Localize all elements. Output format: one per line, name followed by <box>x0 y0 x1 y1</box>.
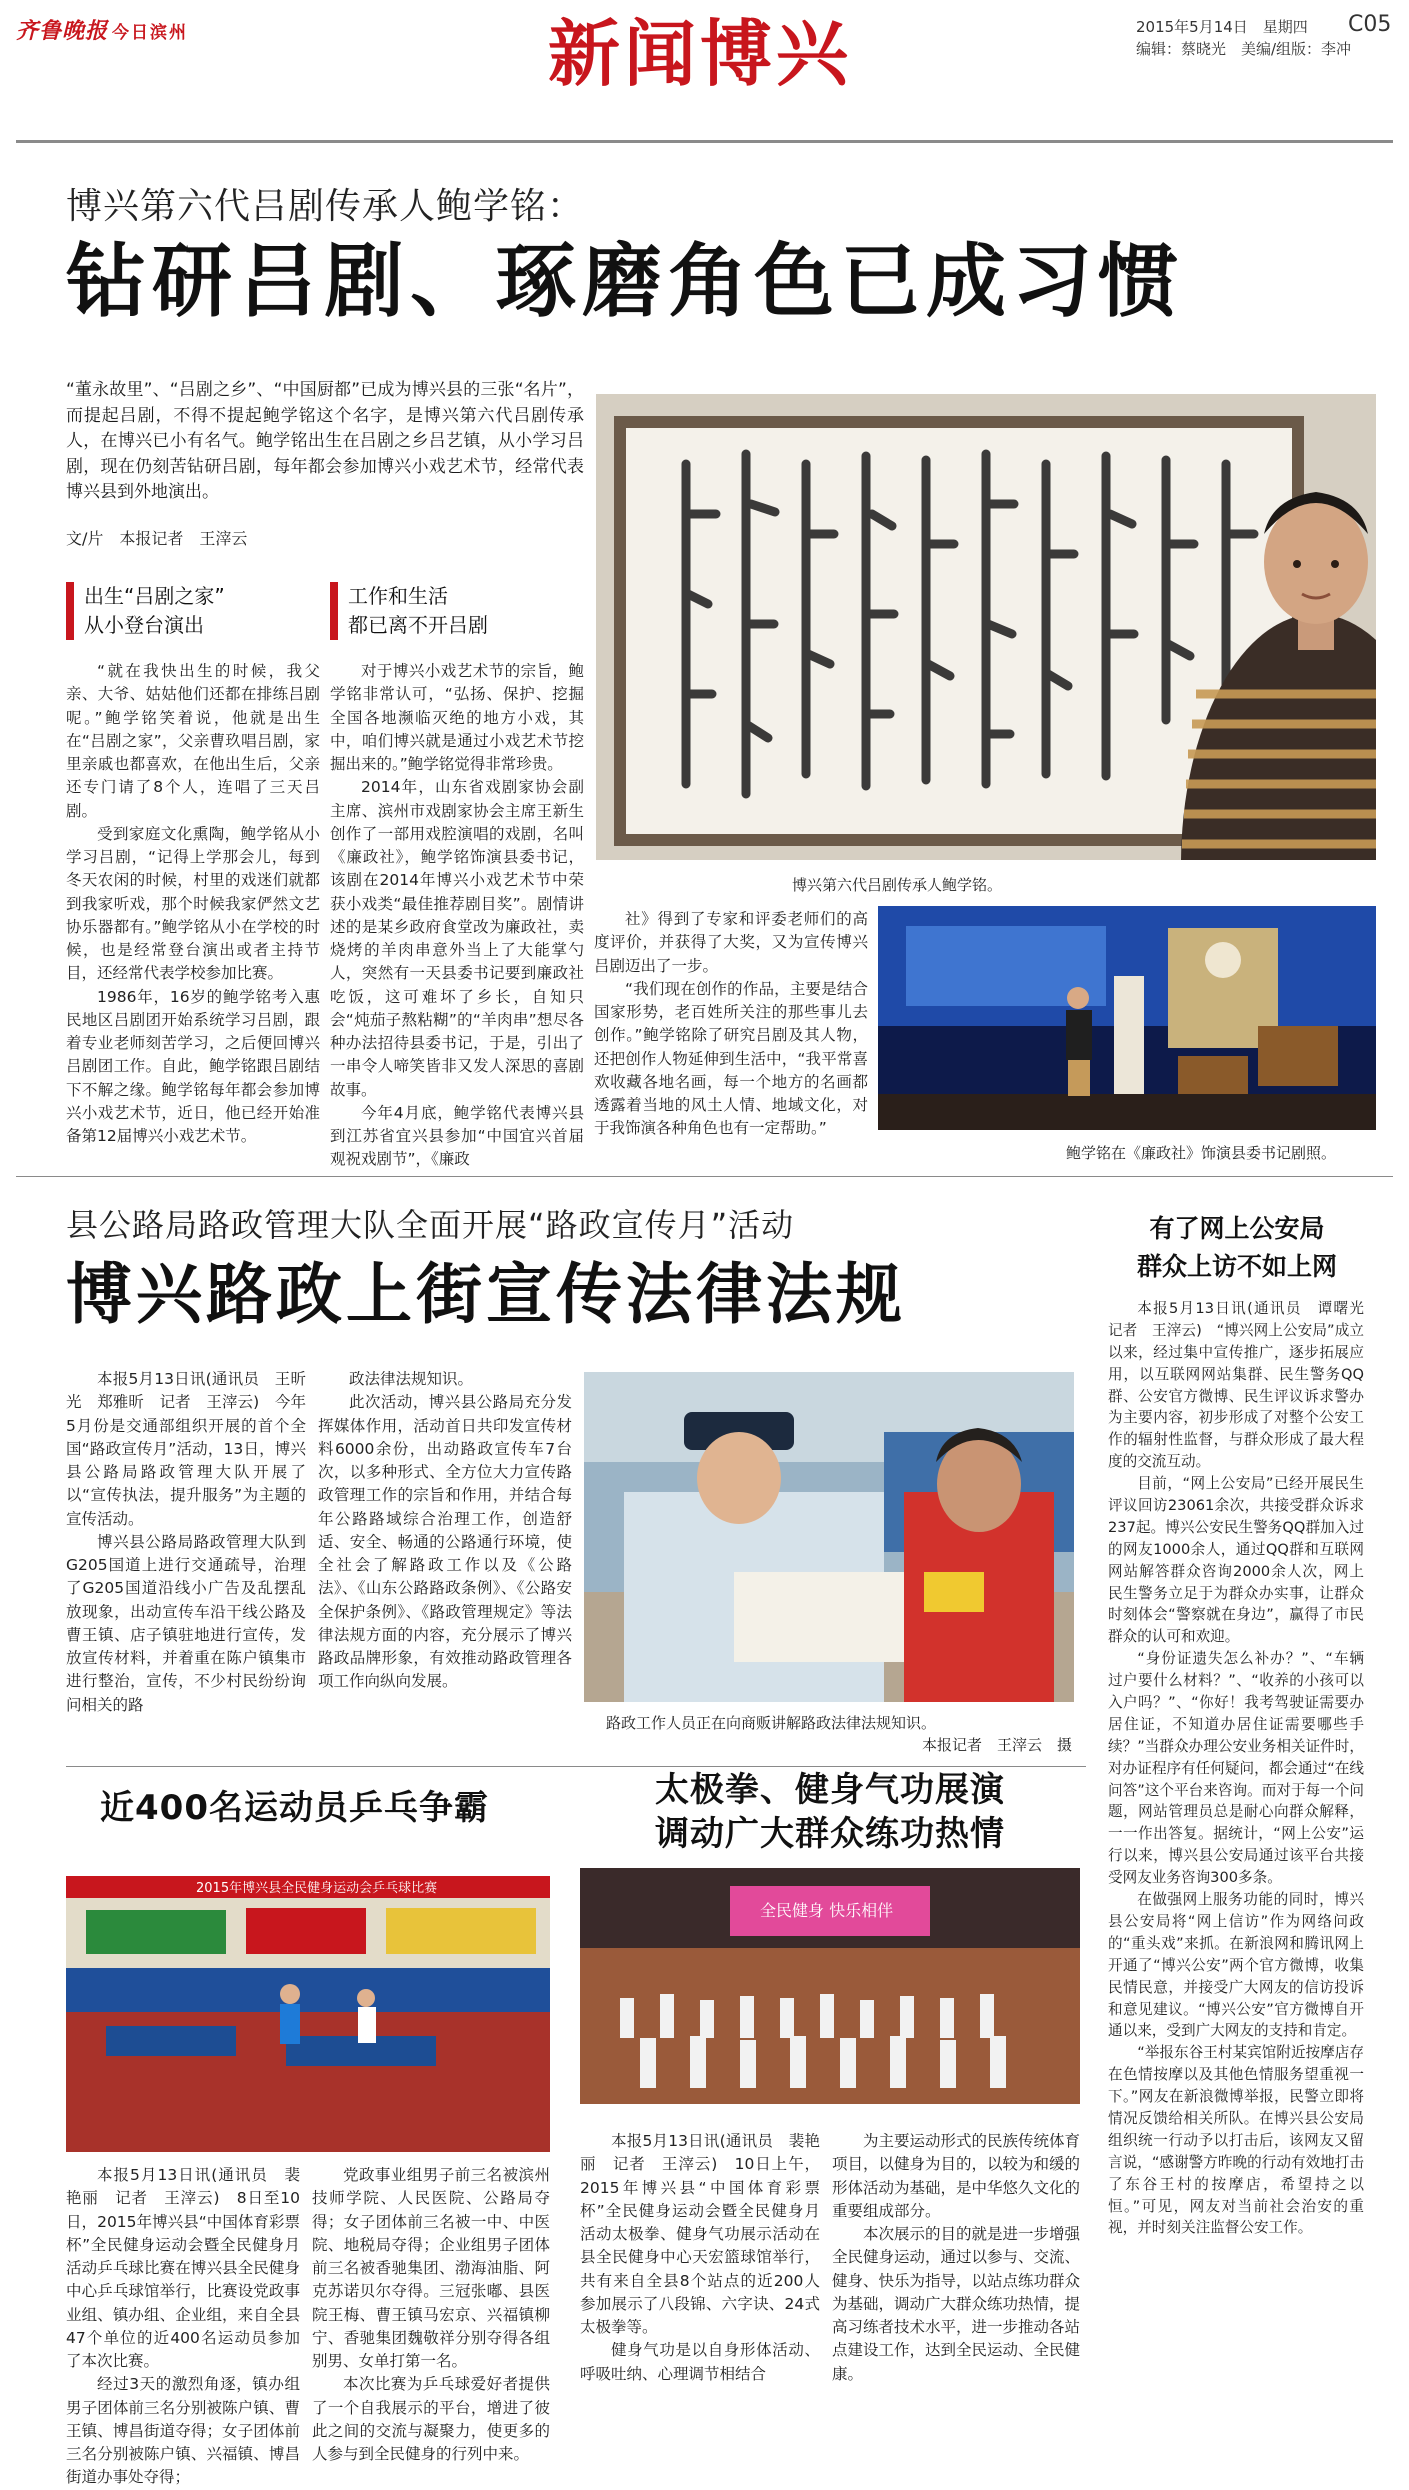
paragraph: 本报5月13日讯(通讯员 王昕光 郑雅昕 记者 王滓云) 今年5月份是交通部组织开展的首个全国“路政宣传月”活动，13日，博兴县公路局路政管理大队开展了以“宣传执法，提升服务”为主题的宣传活动。 <box>66 1370 306 1528</box>
article5-photo <box>580 1868 1080 2104</box>
paragraph: 今年4月底，鲍学铭代表博兴县到江苏省宜兴县参加“中国宜兴首届观祝戏剧节”，《廉政 <box>330 1103 584 1169</box>
article1-subhead-1 <box>66 582 225 640</box>
paragraph: 社》得到了专家和评委老师们的高度评价，并获得了大奖，又为宣传博兴吕剧迈出了一步。 <box>594 910 868 975</box>
article4-column-2 <box>312 2164 550 2466</box>
paragraph: “身份证遗失怎么补办？”、“车辆过户要什么材料？”、“收养的小孩可以入户吗？”、“你好！我考驾驶证需要办居住证，不知道办居住证需要哪些手续？”当群众办理公安业务相关证件时，对办证程序有任何疑问，都会通过“在线问答”这个平台来咨询。而对于每一个问题，网站管理员总是耐心向群众解释，一一作出答复。据统计，“网上公安”运行以来，博兴县公安局通过该平台共接受网友业务咨询300多条。 <box>1108 1650 1364 1887</box>
paragraph: 本报5月13日讯(通讯员 谭曙光 记者 王滓云) “博兴网上公安局”成立以来，经过集中宣传推广，逐步拓展应用，以互联网网站集群、民生警务QQ群、公安官方微博、民生评议诉求警办为主要内容，初步形成了对整个公安工作的辐射性监督，与群众形成了最大程度的交流互动。 <box>1108 1300 1379 1471</box>
paragraph: “我们现在创作的作品，主要是结合国家形势，老百姓所关注的那些事儿去创作。”鲍学铭除了研究吕剧及其人物，还把创作人物延伸到生活中，“我平常喜欢收藏各地名画，每一个地方的名画都透露着当地的风土人情、地域文化，对于我饰演各种角色也有一定帮助。” <box>594 979 868 1138</box>
paper-name-logo: 齐鲁晚报 <box>16 18 109 44</box>
article1-column-2 <box>330 660 584 1172</box>
section-divider <box>16 1176 1393 1177</box>
page-title: 新闻博兴 <box>548 11 853 96</box>
article2-photo-caption: 路政工作人员正在向商贩讲解路政法律法规知识。 <box>606 1714 937 1732</box>
subhead-line: 出生“吕剧之家” <box>84 584 225 608</box>
paragraph: 为主要运动形式的民族传统体育项目，以健身为目的，以较为和缓的形体活动为基础，是中华悠久文化的重要组成部分。 <box>832 2132 1081 2220</box>
article2-column-1 <box>66 1368 306 1717</box>
headline-line: 太极拳、健身气功展演 <box>655 1770 1005 1810</box>
tai-chi-photo-graphic <box>580 1868 1080 2104</box>
subhead-line: 工作和生活 <box>348 584 448 608</box>
article2-photo <box>584 1372 1074 1702</box>
road-admin-photo-graphic <box>584 1372 1074 1702</box>
section-name: 今日滨州 <box>112 23 188 43</box>
headline-line: 有了网上公安局 <box>1149 1214 1325 1243</box>
banner-text: 全民健身 快乐相伴 <box>760 1901 894 1920</box>
headline-line: 群众上访不如上网 <box>1136 1251 1337 1281</box>
paragraph: 目前，“网上公安局”已经开展民生评议回访23061余次，共接受群众诉求237起。博兴公安民生警务QQ群加入过的网友1000余人，通过QQ群和互联网网站解答群众咨询2000余人次，网上民生警务立足于为群众办实事，让群众时刻体会“警察就在身边”，赢得了市民群众的认可和欢迎。 <box>1108 1475 1364 1646</box>
paragraph: 政法律法规知识。 <box>349 1370 474 1388</box>
paragraph: 对于博兴小戏艺术节的宗旨，鲍学铭非常认可，“弘扬、保护、挖掘全国各地濒临灭绝的地方小戏，其中，咱们博兴就是通过小戏艺术节挖掘出来的。”鲍学铭觉得非常珍贵。 <box>330 662 584 773</box>
article1-photo-stage <box>878 906 1376 1130</box>
article5-column-1 <box>580 2130 820 2386</box>
article4-column-1 <box>66 2164 300 2490</box>
paragraph: 党政事业组男子前三名被滨州技师学院、人民医院、公路局夺得；女子团体前三名被一中、中医院、地税局夺得；企业组男子团体前三名被香驰集团、渤海油脂、阿克苏诺贝尔夺得。三冠张嘟、县医院王梅、曹王镇马宏京、兴福镇柳宁、香驰集团魏敬祥分别夺得各组别男、女单打第一名。 <box>312 2166 550 2370</box>
article2-photo-credit: 本报记者 王滓云 摄 <box>921 1736 1072 1754</box>
paragraph: 本次展示的目的就是进一步增强全民健身运动，通过以参与、交流、健身、快乐为指导，以站点练功群众为基础，调动广大群众练功热情，提高习练者技术水平，进一步推动各站点建设工作，达到全民运动、全民健康。 <box>832 2225 1081 2383</box>
masthead-rule <box>16 140 1393 143</box>
article1-photo-portrait <box>596 394 1376 860</box>
paragraph: 经过3天的激烈角逐，镇办组男子团体前三名分别被陈户镇、曹王镇、博昌街道夺得；女子团体前三名分别被陈户镇、兴福镇、博昌街道办事处夺得； <box>66 2375 300 2487</box>
article4-headline: 近400名运动员乒乓争霸 <box>100 1788 489 1828</box>
article1-headline: 钻研吕剧、琢磨角色已成习惯 <box>66 235 1184 328</box>
article5-column-2 <box>832 2130 1080 2386</box>
paragraph: “就在我快出生的时候，我父亲、大爷、姑姑他们还都在排练吕剧呢。”鲍学铭笑着说，他就是出生在“吕剧之家”，父亲曹玖唱吕剧，家里亲戚也都喜欢，在他出生后，父亲还专门请了8个人，连唱了三天吕剧。 <box>66 662 320 820</box>
paragraph: 在做强网上服务功能的同时，博兴县公安局将“网上信访”作为网络问政的“重头戏”来抓。在新浪网和腾讯网上开通了“博兴公安”两个官方微博，收集民情民意，并接受广大网友的信访投诉和意见建议。“博兴公安”官方微博自开通以来，受到广大网友的支持和肯定。 <box>1108 1891 1364 2040</box>
banner-text: 2015年博兴县全民健身运动会乒乓球比赛 <box>196 1881 438 1896</box>
paragraph: 2014年，山东省戏剧家协会副主席、滨州市戏剧家协会主席王新生创作了一部用戏腔演唱的戏剧，名叫《廉政社》，鲍学铭饰演县委书记，该剧在2014年博兴小戏艺术节中荣获小戏类“最佳推荐剧目奖”。剧情讲述的是某乡政府食堂改为廉政社，卖烧烤的羊肉串意外当上了大能掌勺人，突然有一天县委书记要到廉政社吃饭，这可难坏了乡长，自知只会“炖茄子熬粘糊”的“羊肉串”想尽各种办法招待县委书记，于是，引出了一串令人啼笑皆非又发人深思的喜剧故事。 <box>330 778 584 1099</box>
article2-column-2 <box>318 1368 572 1694</box>
portrait-photo-graphic <box>596 394 1376 860</box>
paragraph: 受到家庭文化熏陶，鲍学铭从小学习吕剧，“记得上学那会儿，每到冬天农闲的时候，村里的戏迷们就都到我家听戏，那个时候我家俨然文艺协乐器都有。”鲍学铭从小在学校的时候，也是经常登台演出或者主持节目，还经常代表学校参加比赛。 <box>66 824 320 983</box>
paragraph: 健身气功是以自身形体活动、呼吸吐纳、心理调节相结合 <box>580 2341 820 2383</box>
paragraph: 本报5月13日讯(通讯员 裴艳丽 记者 王滓云) 8日至10日，2015年博兴县“中国体育彩票杯”全民健身运动会暨全民健身月活动乒乓球比赛在博兴县全民健身中心乒乓球馆举行，比赛设党政事业组、镇办组、企业组，来自全县47个单位的近400名运动员参加了本次比赛。 <box>66 2166 300 2370</box>
article1-byline: 文/片 本报记者 王滓云 <box>66 529 248 548</box>
subhead-line: 都已离不开吕剧 <box>348 613 488 637</box>
issue-date: 2015年5月14日 星期四 <box>1136 18 1308 36</box>
headline-line: 调动广大群众练功热情 <box>655 1814 1005 1855</box>
article1-kicker: 博兴第六代吕剧传承人鲍学铭： <box>66 186 585 227</box>
subhead-line: 从小登台演出 <box>84 613 204 637</box>
paragraph: 此次活动，博兴县公路局充分发挥媒体作用，活动首日共印发宣传材料6000余份，出动路政宣传车7台次，以多种形式、全方位大力宣传路政管理工作的宗旨和作用，并结合每年公路路域综合治理工作，创造舒适、安全、畅通的公路通行环境，使全社会了解路政工作以及《公路法》、《山东公路路政条例》、《公路安全保护条例》、《路政管理规定》等法律法规方面的内容，充分展示了博兴路政品牌形象，有效推动路政管理各项工作向纵向发展。 <box>318 1393 572 1691</box>
article4-photo <box>66 1876 550 2152</box>
article2-kicker: 县公路局路政管理大队全面开展“路政宣传月”活动 <box>66 1206 795 1244</box>
article1-photo-portrait-caption: 博兴第六代吕剧传承人鲍学铭。 <box>792 876 1003 894</box>
page-number: C05 <box>1348 12 1392 37</box>
article1-column-1 <box>66 660 320 1148</box>
article1-photo-stage-caption: 鲍学铭在《廉政社》饰演县委书记剧照。 <box>1066 1144 1337 1162</box>
article1-column-3 <box>594 908 868 1141</box>
paragraph: 博兴县公路局路政管理大队到G205国道上进行交通疏导，治理了G205国道沿线小广告及乱摆乱放现象，出动宣传车沿干线公路及曹王镇、店子镇驻地进行宣传，发放宣传材料，并着重在陈户镇集市进行整治，宣传，不少村民纷纷询问相关的路 <box>66 1532 306 1714</box>
article5-headline <box>580 1768 1080 1856</box>
paragraph: 1986年，16岁的鲍学铭考入惠民地区吕剧团开始系统学习吕剧，跟着专业老师刻苦学习，之后便回博兴吕剧团工作。自此，鲍学铭跟吕剧结下不解之缘。鲍学铭每年都会参加博兴小戏艺术节，近日，他已经开始准备第12届博兴小戏艺术节。 <box>66 987 320 1145</box>
stage-photo-graphic <box>878 906 1376 1130</box>
article3-column <box>1108 1298 1379 2239</box>
paragraph: 本报5月13日讯(通讯员 裴艳丽 记者 王滓云) 10日上午，2015年博兴县“中国体育彩票杯”全民健身运动会暨全民健身月活动太极拳、健身气功展示活动在县全民健身中心天宏篮球馆举行，共有来自全县8个站点的近200人参加展示了八段锦、六字诀、24式太极拳等。 <box>580 2132 820 2336</box>
article1-subhead-2 <box>330 582 488 640</box>
article3-headline <box>1108 1210 1366 1285</box>
table-tennis-photo-graphic <box>66 1876 550 2152</box>
editor-credits: 编辑：蔡晓光 美编/组版：李冲 <box>1136 40 1352 58</box>
paragraph: 本次比赛为乒乓球爱好者提供了一个自我展示的平台，增进了彼此之间的交流与凝聚力，使更多的人参与到全民健身的行列中来。 <box>312 2375 550 2463</box>
article2-headline: 博兴路政上街宣传法律法规 <box>66 1256 906 1333</box>
paragraph: “举报东谷王村某宾馆附近按摩店存在色情按摩以及其他色情服务望重视一下。”网友在新浪微博举报，民警立即将情况反馈给相关所队。在博兴县公安局组织统一行动予以打击后，该网友又留言说，“感谢警方昨晚的行动有效地打击了东谷王村的按摩店，希望持之以恒。”可见，网友对当前社会治安的重视，并时刻关注监督公安工作。 <box>1108 2044 1364 2237</box>
article1-lede: “董永故里”、“吕剧之乡”、“中国厨都”已成为博兴县的三张“名片”，而提起吕剧，不得不提起鲍学铭这个名字，是博兴第六代吕剧传承人，在博兴已小有名气。鲍学铭出生在吕剧之乡吕艺镇，从小学习吕剧，现在仍刻苦钻研吕剧，每年都会参加博兴小戏艺术节，经常代表博兴县到外地演出。 <box>66 380 584 502</box>
section-divider <box>66 1766 1086 1767</box>
